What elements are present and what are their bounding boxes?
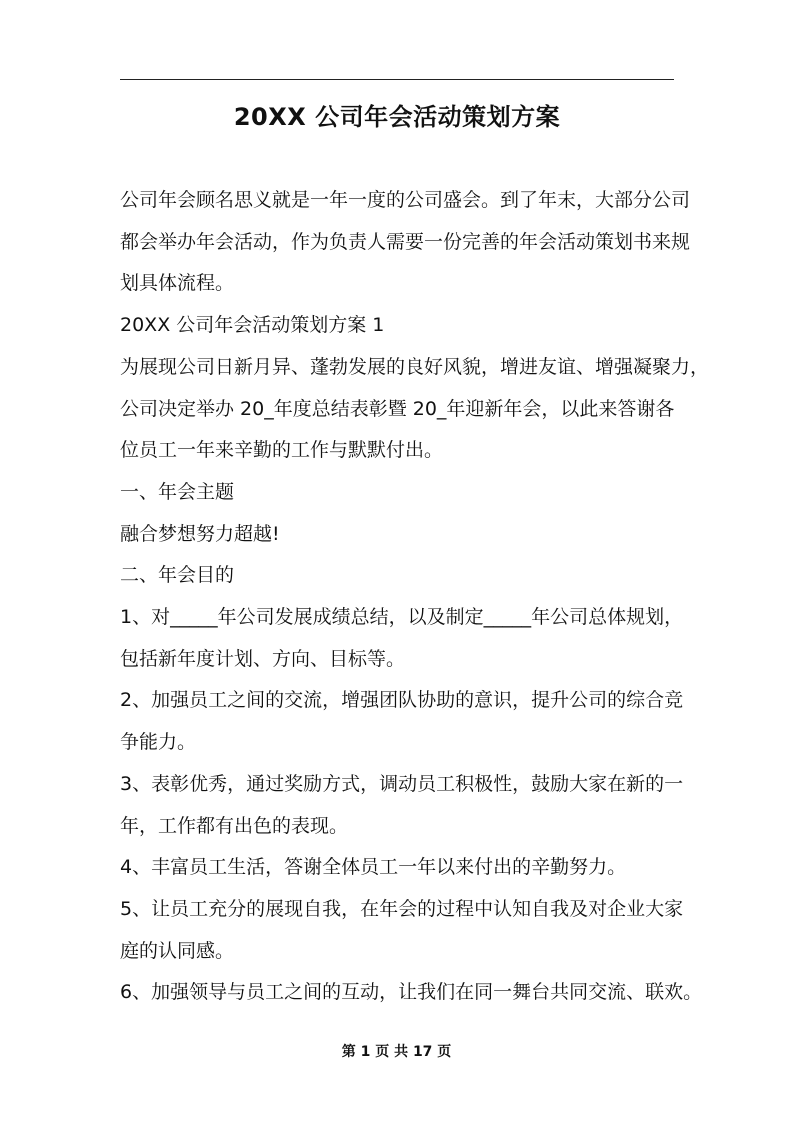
text-line: 年，工作都有出色的表现。 <box>120 814 349 837</box>
list-item: 2、加强员工之间的交流，增强团队协助的意识，提升公司的综合竞 <box>120 689 684 712</box>
page-title: 20XX 公司年会活动策划方案 <box>233 103 561 131</box>
list-item: 4、丰富员工生活，答谢全体员工一年以来付出的辛勤努力。 <box>120 856 627 879</box>
text-line: 融合梦想努力超越! <box>120 522 280 545</box>
text-line: 都会举办年会活动，作为负责人需要一份完善的年会活动策划书来规 <box>120 230 691 253</box>
list-item: 3、表彰优秀，通过奖励方式，调动员工积极性，鼓励大家在新的一 <box>120 772 684 795</box>
section-heading: 20XX 公司年会活动策划方案 1 <box>120 314 385 337</box>
text-line: 划具体流程。 <box>120 272 235 295</box>
section-heading: 一、年会主题 <box>120 480 235 503</box>
text-line: 位员工一年来辛勤的工作与默默付出。 <box>120 439 444 462</box>
text-line: 包括新年度计划、方向、目标等。 <box>120 647 406 670</box>
header-rule <box>120 79 674 80</box>
text-line: 争能力。 <box>120 731 197 754</box>
text-line: 庭的认同感。 <box>120 939 235 962</box>
text-line: 公司决定举办 20_年度总结表彰暨 20_年迎新年会，以此来答谢各 <box>120 397 675 420</box>
page-number: 第 1 页 共 17 页 <box>341 1044 452 1060</box>
list-item: 1、对_____年公司发展成绩总结，以及制定_____年公司总体规划， <box>120 606 684 629</box>
document-body <box>120 180 710 1014</box>
text-line: 公司年会顾名思义就是一年一度的公司盛会。到了年末，大部分公司 <box>120 189 691 211</box>
list-item: 6、加强领导与员工之间的互动，让我们在同一舞台共同交流、联欢。 <box>120 981 703 1004</box>
list-item: 5、让员工充分的展现自我，在年会的过程中认知自我及对企业大家 <box>120 897 684 920</box>
section-heading: 二、年会目的 <box>120 564 235 587</box>
text-line: 为展现公司日新月异、蓬勃发展的良好风貌，增进友谊、增强凝聚力， <box>120 355 710 378</box>
